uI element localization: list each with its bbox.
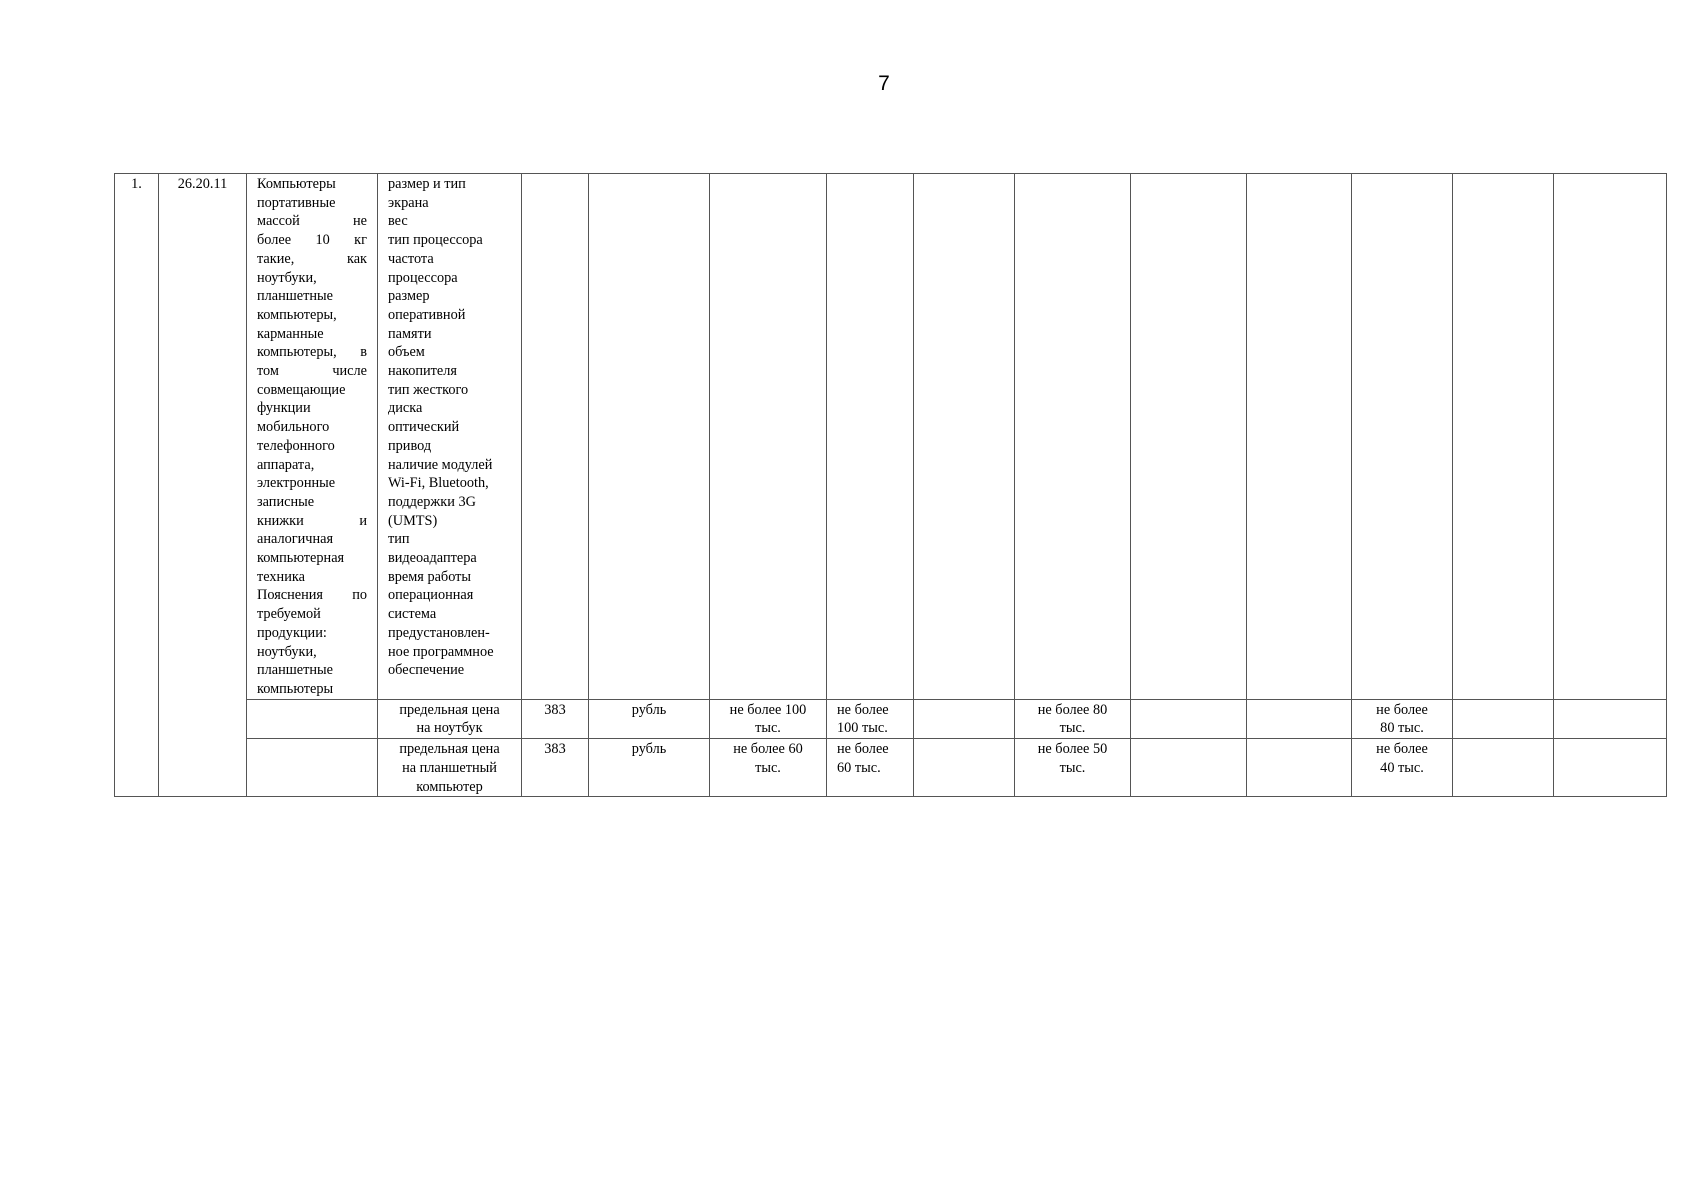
price-value-line: тыс. <box>755 720 781 737</box>
price-value-line: 60 тыс. <box>837 759 881 776</box>
product-name-line: компьютеры <box>257 680 334 697</box>
product-name-line: ноутбуки, <box>257 643 317 660</box>
price-value-4 <box>1352 739 1453 797</box>
okpd-code: 26.20.11 <box>177 176 228 192</box>
price-value-line: не более <box>1376 701 1428 718</box>
empty-cell <box>1131 739 1247 797</box>
empty-cell <box>1131 174 1247 700</box>
okei-code: 383 <box>522 739 589 797</box>
characteristic-line: обеспечение <box>388 662 465 679</box>
characteristic-line: предустановлен- <box>388 624 490 641</box>
product-name-line: компьютеры, <box>257 306 337 323</box>
product-name-line: такие, как <box>257 250 367 267</box>
characteristic-line: система <box>388 606 437 623</box>
empty-cell <box>1453 174 1554 700</box>
empty-cell <box>914 699 1015 738</box>
price-characteristic-line: предельная цена <box>399 701 500 718</box>
characteristic-line: тип <box>388 531 410 548</box>
empty-cell <box>1015 174 1131 700</box>
row-number-cell <box>115 174 159 797</box>
price-value-4 <box>1352 699 1453 738</box>
product-name-line: продукции: <box>257 624 327 641</box>
product-name-line: более 10 кг <box>257 232 367 249</box>
price-value-line: не более 80 <box>1037 701 1108 718</box>
product-name-line: массой не <box>257 213 367 230</box>
product-name-line: записные <box>257 493 315 510</box>
price-value-2 <box>827 699 914 738</box>
product-name-line: компьютеры, в <box>257 344 367 361</box>
empty-cell <box>1554 174 1667 700</box>
table-row-main <box>115 174 1667 700</box>
price-value-3 <box>1015 699 1131 738</box>
characteristic-line: операционная <box>388 587 474 604</box>
product-name-line: техника <box>257 568 305 585</box>
price-value-line: тыс. <box>1059 759 1086 776</box>
row-number: 1. <box>131 176 142 192</box>
characteristics-list <box>388 175 511 680</box>
empty-cell <box>914 739 1015 797</box>
empty-cell <box>247 699 378 738</box>
product-name-line: портативные <box>257 194 336 211</box>
empty-cell <box>1131 699 1247 738</box>
characteristic-line: оперативной <box>388 306 466 323</box>
price-value-line: 100 тыс. <box>837 720 888 737</box>
product-name-line: карманные <box>257 325 324 342</box>
table-row-price-tablet <box>115 739 1667 797</box>
characteristic-line: памяти <box>388 325 432 342</box>
price-characteristic-line: компьютер <box>416 778 483 795</box>
empty-cell <box>827 174 914 700</box>
product-name-line: аналогичная <box>257 531 334 548</box>
characteristic-line: процессора <box>388 269 458 286</box>
product-name-line: планшетные <box>257 662 333 679</box>
okpd-code-cell <box>159 174 247 797</box>
product-name-line: электронные <box>257 475 336 492</box>
characteristic-line: (UMTS) <box>388 512 438 529</box>
characteristic-line: привод <box>388 437 432 454</box>
empty-cell <box>1554 699 1667 738</box>
empty-cell <box>247 739 378 797</box>
product-name-line: телефонного <box>257 437 335 454</box>
price-value-line: тыс. <box>755 759 781 776</box>
price-value-line: не более 50 <box>1037 741 1108 758</box>
price-value-1 <box>710 699 827 738</box>
characteristic-line: наличие модулей <box>388 456 493 473</box>
characteristic-line: экрана <box>388 194 429 211</box>
empty-cell <box>1453 739 1554 797</box>
empty-cell <box>1247 699 1352 738</box>
product-name <box>257 175 367 699</box>
price-value-line: не более <box>837 701 889 718</box>
empty-cell <box>914 174 1015 700</box>
characteristic-line: поддержки 3G <box>388 493 476 510</box>
price-characteristic-line: на ноутбук <box>416 720 483 737</box>
characteristic-line: тип процессора <box>388 232 483 249</box>
price-characteristic <box>378 739 522 797</box>
characteristic-line: частота <box>388 250 434 267</box>
characteristic-line: вес <box>388 213 408 230</box>
unit-name: рубль <box>589 699 710 738</box>
price-characteristic-line: предельная цена <box>399 741 500 758</box>
price-value-line: не более <box>837 741 889 758</box>
page-number: 7 <box>878 72 890 95</box>
price-value-1 <box>710 739 827 797</box>
empty-cell <box>1247 739 1352 797</box>
product-name-line: компьютерная <box>257 550 345 567</box>
product-name-line: книжки и <box>257 512 367 529</box>
product-name-line: аппарата, <box>257 456 315 473</box>
okei-code: 383 <box>522 699 589 738</box>
table-row-price-notebook <box>115 699 1667 738</box>
product-name-line: функции <box>257 400 311 417</box>
characteristics-cell <box>378 174 522 700</box>
price-value-2 <box>827 739 914 797</box>
characteristic-line: размер и тип <box>388 176 466 192</box>
characteristic-line: ное программное <box>388 643 494 660</box>
unit-name: рубль <box>589 739 710 797</box>
empty-cell <box>710 174 827 700</box>
price-characteristic-line: на планшетный <box>402 759 497 776</box>
characteristic-line: размер <box>388 288 430 305</box>
empty-cell <box>1453 699 1554 738</box>
product-name-line: Пояснения по <box>257 587 367 604</box>
empty-cell <box>1352 174 1453 700</box>
characteristic-line: Wi-Fi, Bluetooth, <box>388 475 489 492</box>
price-value-line: не более 60 <box>733 741 803 758</box>
product-name-line: требуемой <box>257 606 321 623</box>
characteristic-line: тип жесткого <box>388 381 469 398</box>
empty-cell <box>589 174 710 700</box>
price-value-line: не более 100 <box>729 701 807 718</box>
characteristic-line: оптический <box>388 419 460 436</box>
characteristic-line: объем <box>388 344 425 361</box>
price-value-line: 40 тыс. <box>1380 759 1424 776</box>
characteristic-line: видеоадаптера <box>388 550 477 567</box>
price-characteristic <box>378 699 522 738</box>
empty-cell <box>522 174 589 700</box>
characteristic-line: время работы <box>388 568 472 585</box>
price-value-line: не более <box>1376 741 1428 758</box>
characteristic-line: накопителя <box>388 363 457 380</box>
product-name-line: ноутбуки, <box>257 269 317 286</box>
characteristic-line: диска <box>388 400 423 417</box>
empty-cell <box>1247 174 1352 700</box>
product-name-line: совмещающие <box>257 381 346 398</box>
price-value-line: тыс. <box>1059 720 1086 737</box>
product-name-line: планшетные <box>257 288 333 305</box>
price-value-3 <box>1015 739 1131 797</box>
product-name-line: том числе <box>257 363 367 380</box>
empty-cell <box>1554 739 1667 797</box>
product-name-cell <box>247 174 378 700</box>
price-value-line: 80 тыс. <box>1380 720 1424 737</box>
product-name-line: Компьютеры <box>257 176 336 192</box>
product-name-line: мобильного <box>257 419 330 436</box>
specifications-table <box>114 173 1667 797</box>
